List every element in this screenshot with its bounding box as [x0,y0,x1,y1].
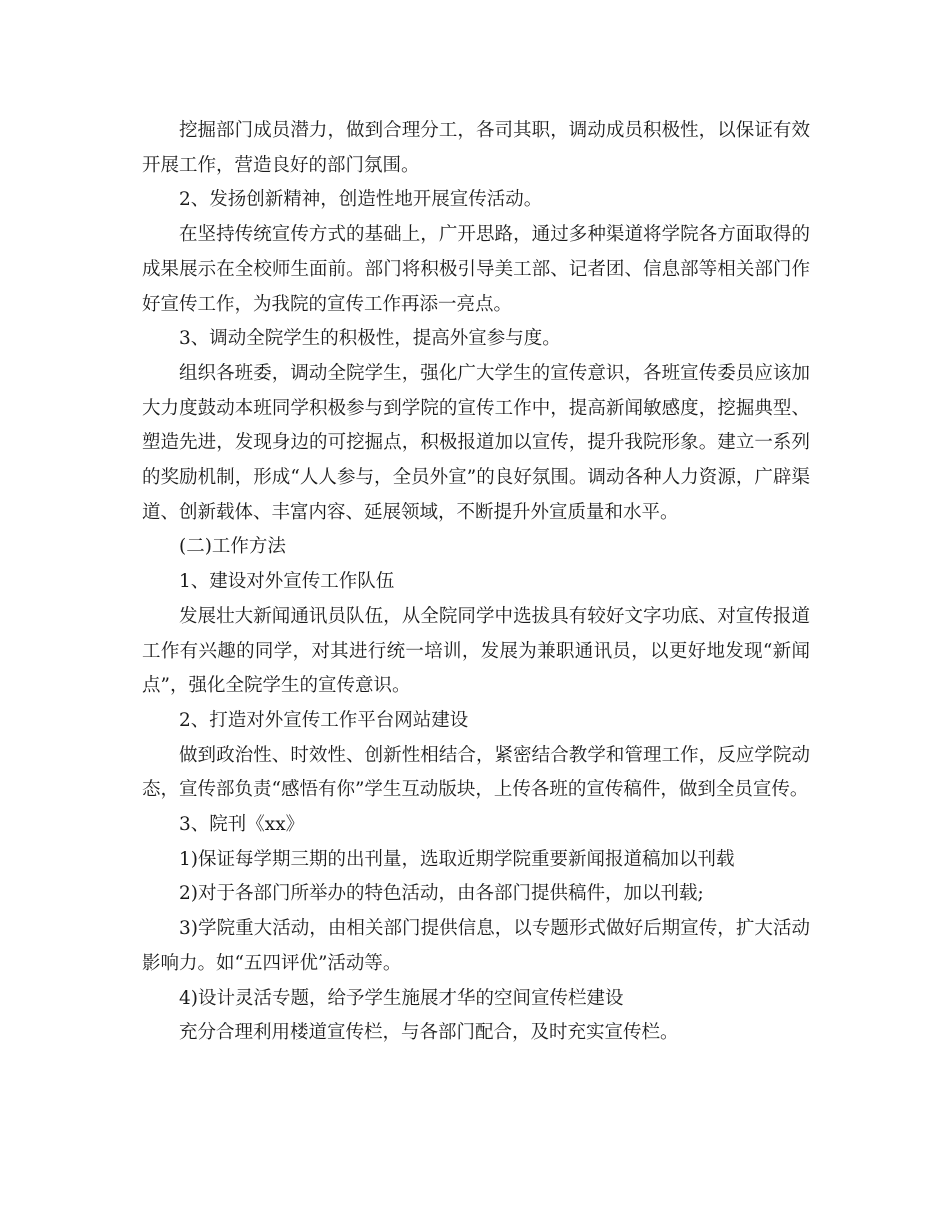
heading-journal: 3、院刊《xx》 [179,814,305,836]
list-item-journal-2: 2)对于各部门所举办的特色活动，由各部门提供稿件，加以刊载; [179,883,704,905]
list-item-journal-3: 3)学院重大活动，由相关部门提供信息，以专题形式做好后期宣传，扩大活动影响力。如“五四评优”活动等。 [142,918,810,974]
list-item-journal-1: 1)保证每学期三期的出刊量，选取近期学院重要新闻报道稿加以刊载 [179,848,735,870]
section-heading-methods: (二)工作方法 [179,536,286,558]
heading-website: 2、打造对外宣传工作平台网站建设 [179,709,469,731]
list-item-journal-4: 4)设计灵活专题，给予学生施展才华的空间宣传栏建设 [179,987,624,1009]
paragraph-participation: 组织各班委，调动全院学生，强化广大学生的宣传意识，各班宣传委员应该加大力度鼓动本班同学积极参与到学院的宣传工作中，提高新闻敏感度，挖掘典型、塑造先进，发现身边的可挖掘点，积极报道加以宣传，提升我院形象。建立一系列的奖励机制，形成“人人参与，全员外宣”的良好氛围。调动各种人力资源，广辟渠道、创新载体、丰富内容、延展领域，不断提升外宣质量和水平。 [142,362,810,523]
paragraph-team: 发展壮大新闻通讯员队伍，从全院同学中选拔具有较好文字功底、对宣传报道工作有兴趣的同学，对其进行统一培训，发展为兼职通讯员，以更好地发现“新闻点”，强化全院学生的宣传意识。 [142,605,810,697]
document-body [142,114,810,1051]
heading-participation: 3、调动全院学生的积极性，提高外宣参与度。 [179,328,561,350]
paragraph-intro: 挖掘部门成员潜力，做到合理分工，各司其职，调动成员积极性，以保证有效开展工作，营造良好的部门氛围。 [142,120,810,176]
heading-innovation: 2、发扬创新精神，创造性地开展宣传活动。 [179,189,543,211]
paragraph-website: 做到政治性、时效性、创新性相结合，紧密结合教学和管理工作，反应学院动态，宣传部负责“感悟有你”学生互动版块，上传各班的宣传稿件，做到全员宣传。 [142,744,810,801]
paragraph-bulletin: 充分合理利用楼道宣传栏，与各部门配合，及时充实宣传栏。 [179,1022,679,1044]
heading-team: 1、建设对外宣传工作队伍 [179,571,395,593]
paragraph-innovation: 在坚持传统宣传方式的基础上，广开思路，通过多种渠道将学院各方面取得的成果展示在全校师生面前。部门将积极引导美工部、记者团、信息部等相关部门作好宣传工作，为我院的宣传工作再添一亮点。 [142,224,810,315]
